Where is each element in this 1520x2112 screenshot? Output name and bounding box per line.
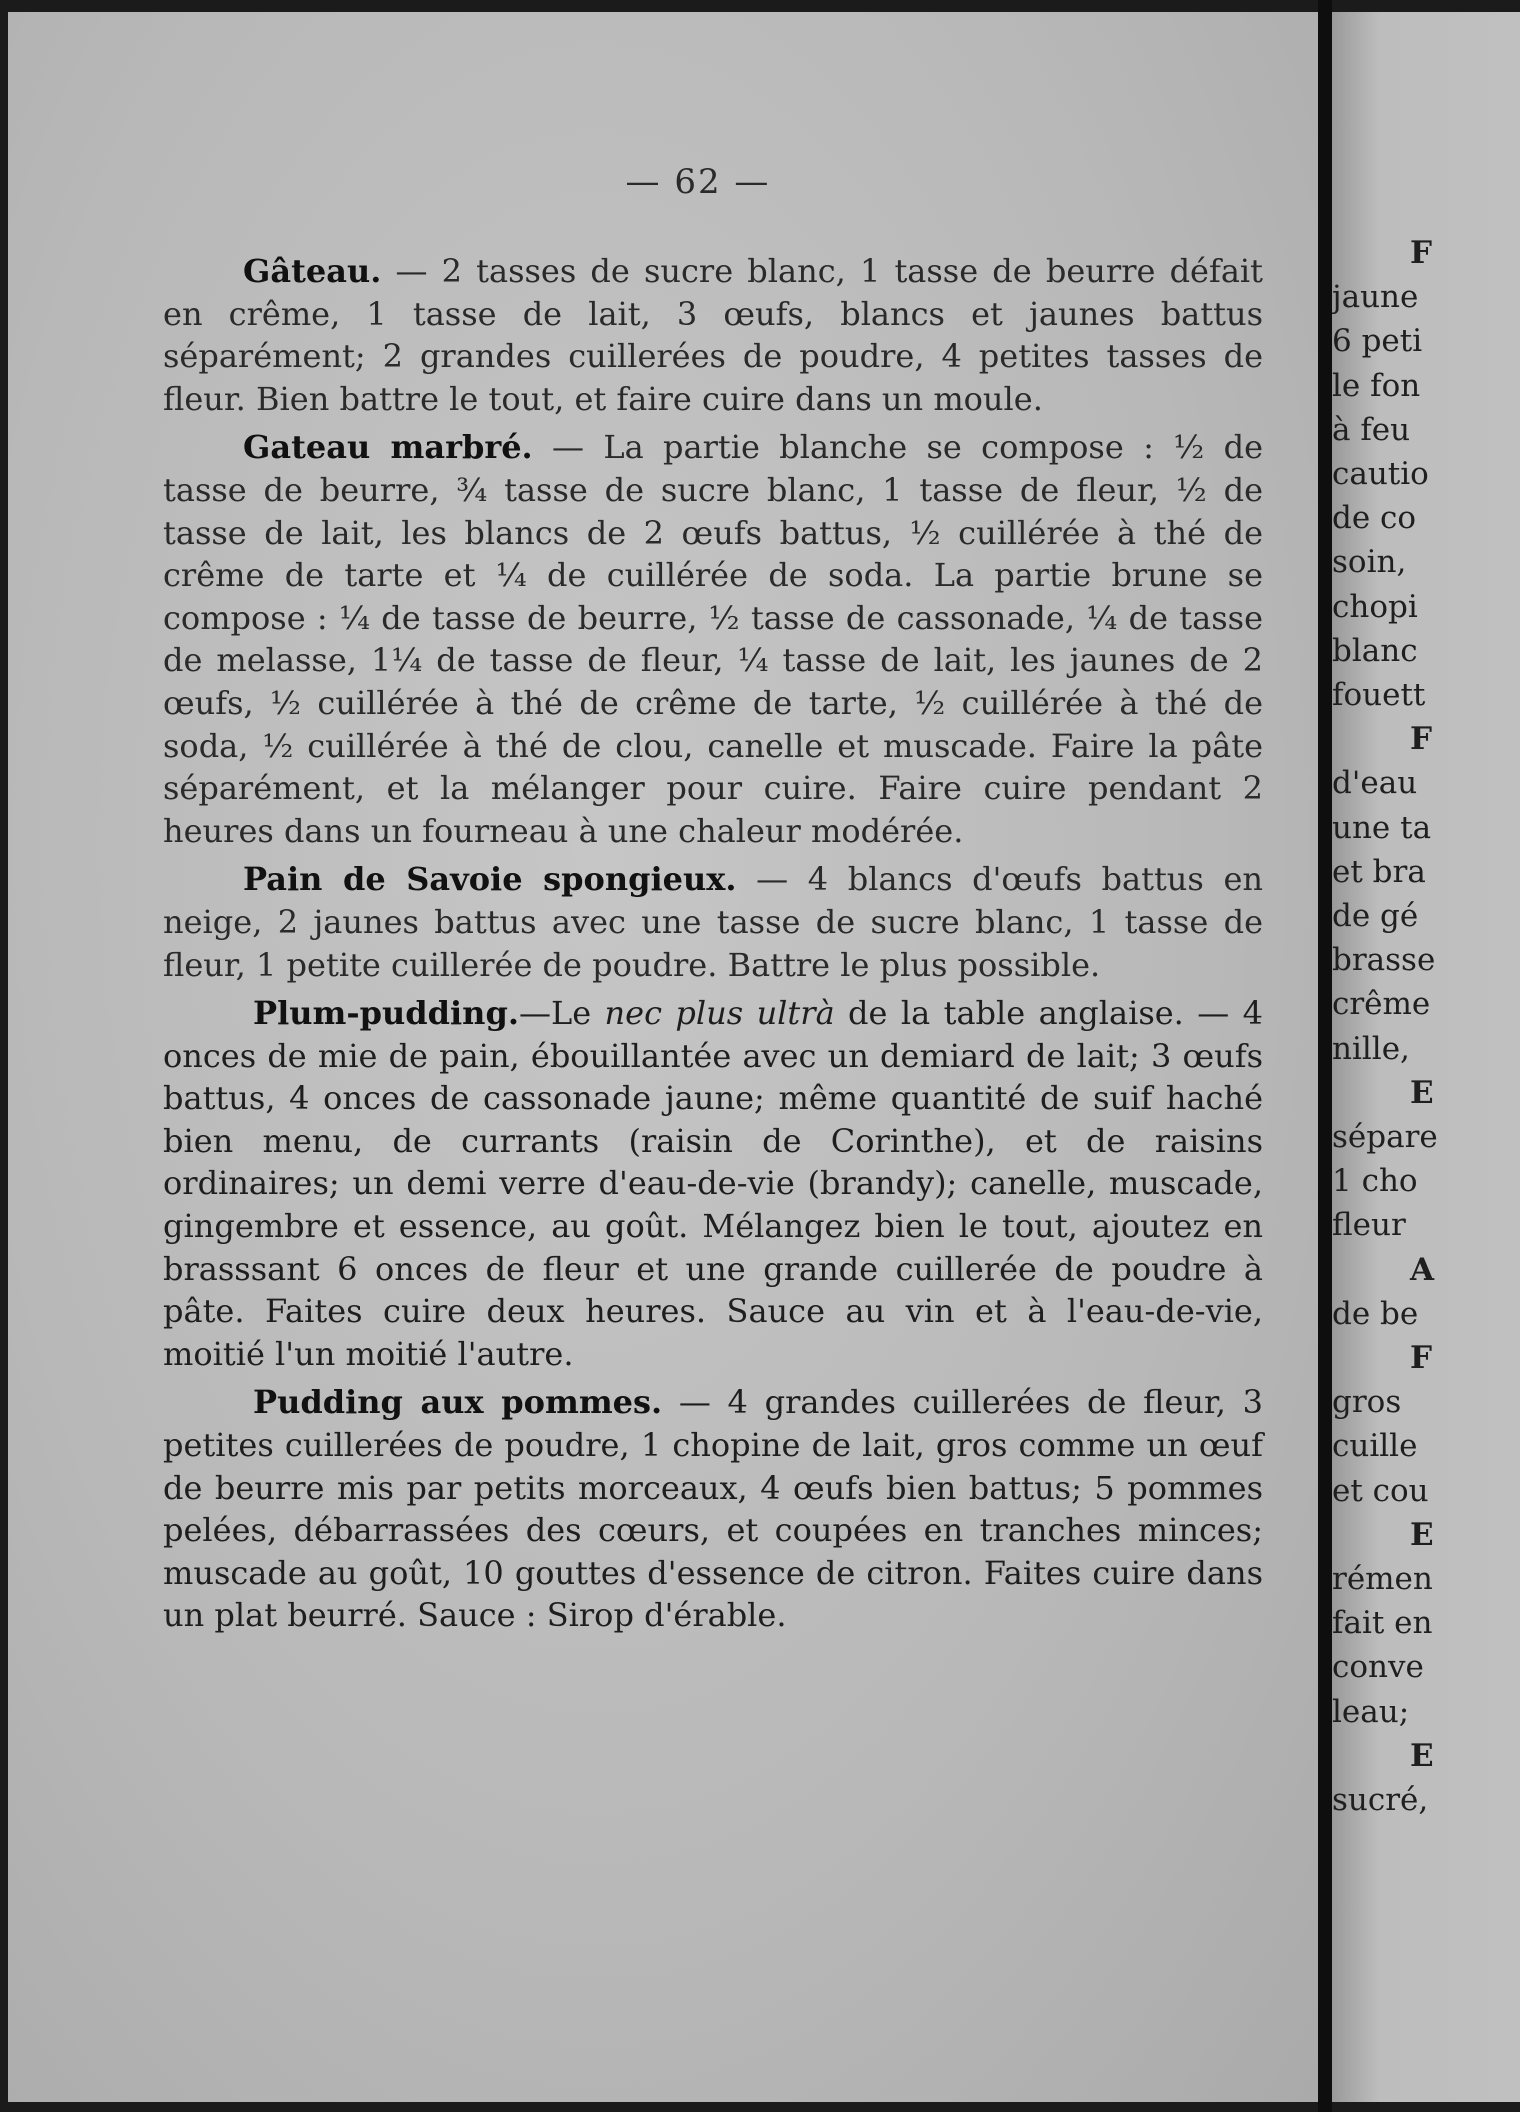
right-page-line: cuille bbox=[1332, 1428, 1418, 1465]
right-page-line: à feu bbox=[1332, 411, 1411, 448]
recipe-pain-de-savoie bbox=[163, 858, 1263, 986]
recipe-body: —Le bbox=[518, 994, 605, 1033]
right-page-line: soin, bbox=[1332, 544, 1407, 581]
right-page-line: F bbox=[1410, 721, 1433, 758]
right-page-line: F bbox=[1410, 1340, 1433, 1376]
recipe-title: Pudding aux pommes. bbox=[253, 1383, 663, 1422]
right-page-line: sépare bbox=[1332, 1119, 1438, 1155]
page-gutter bbox=[1318, 0, 1332, 2112]
right-page-line: jaune bbox=[1332, 279, 1419, 316]
right-page-line: de gé bbox=[1332, 898, 1419, 934]
recipe-body: — La partie blanche se compose : ½ de tasse de beurre, ¾ tasse de sucre blanc, 1 tasse de fleur, ½ de tasse de lait, les blancs de 2 œufs battus, ½ cuillérée à thé de crême de tarte et ¼ de cuillérée de soda. La partie brune se compose : ¼ de tasse de beurre, ½ tasse de cassonade, ¼ de tasse de melasse, 1¼ de tasse de fleur, ¼ tasse de lait, les jaunes de 2 œufs, ½ cuillérée à thé de crême de tarte, ½ cuillérée à thé de soda, ½ cuillérée à thé de clou, canelle et muscade. Faire la pâte séparément, et la mélanger pour cuire. Faire cuire pendant 2 heures dans un fourneau à une chaleur modérée. bbox=[163, 428, 1264, 850]
right-page-line: et bra bbox=[1332, 853, 1426, 890]
right-page-line: E bbox=[1410, 1074, 1434, 1111]
recipe-gateau bbox=[163, 250, 1263, 420]
right-page-line: fleur bbox=[1332, 1207, 1406, 1244]
right-page-line: sucré, bbox=[1332, 1782, 1429, 1818]
recipe-body: — 2 tasses de sucre blanc, 1 tasse de beurre défait en crême, 1 tasse de lait, 3 œufs, blancs et jaunes battus séparément; 2 grandes cuillerées de poudre, 4 petites tasses de fleur. Bien battre le tout, et faire cuire dans un moule. bbox=[163, 252, 1263, 418]
right-page-line: E bbox=[1410, 1516, 1434, 1553]
recipe-title: Gâteau. bbox=[243, 252, 382, 290]
right-page-line: conve bbox=[1332, 1649, 1424, 1686]
right-page-line: de be bbox=[1332, 1295, 1419, 1332]
right-page-line: une ta bbox=[1332, 809, 1432, 846]
right-page-line: blanc bbox=[1332, 632, 1418, 669]
right-page-line: E bbox=[1410, 1737, 1434, 1774]
right-page-line: d'eau bbox=[1332, 765, 1418, 802]
right-page-line: 6 peti bbox=[1332, 323, 1423, 360]
right-page-line: 1 cho bbox=[1332, 1163, 1418, 1200]
right-page-fragment bbox=[1332, 12, 1520, 2102]
recipe-emphasis: nec plus ultrà bbox=[604, 994, 835, 1033]
recipe-body: — 4 grandes cuillerées de fleur, 3 petites cuillerées de poudre, 1 chopine de lait, gros comme un œuf de beurre mis par petits morceaux, 4 œufs bien battus; 5 pommes pelées, débarrassées des cœurs, et coupées en tranches minces; muscade au goût, 10 gouttes d'essence de citron. Faites cuire dans un plat beurré. Sauce : Sirop d'érable. bbox=[163, 1383, 1264, 1635]
right-page-line: le fon bbox=[1332, 367, 1421, 404]
recipe-list bbox=[163, 250, 1263, 1643]
right-page-line: chopi bbox=[1332, 588, 1418, 625]
right-page-line: leau; bbox=[1332, 1693, 1410, 1730]
right-page-line: nille, bbox=[1332, 1030, 1410, 1067]
right-page-line: et cou bbox=[1332, 1472, 1429, 1509]
recipe-body: — 4 blancs d'œufs battus en neige, 2 jaunes battus avec une tasse de sucre blanc, 1 tasse de fleur, 1 petite cuillerée de poudre. Battre le plus possible. bbox=[163, 860, 1264, 984]
right-page-line: cautio bbox=[1332, 456, 1429, 492]
recipe-gateau-marbre bbox=[163, 426, 1263, 852]
recipe-title: Gateau marbré. bbox=[243, 428, 533, 467]
recipe-body: de la table anglaise. — 4 onces de mie de pain, ébouillantée avec un demiard de lait; 3 œufs battus, 4 onces de cassonade jaune; même quantité de suif haché bien menu, de currants (raisin de Corinthe), et de raisins ordinaires; un demi verre d'eau-de-vie (brandy); canelle, muscade, gingembre et essence, au goût. Mélangez bien le tout, ajoutez en brasssant 6 onces de fleur et une grande cuillerée de poudre à pâte. Faites cuire deux heures. Sauce au vin et à l'eau-de-vie, moitié l'un moitié l'autre. bbox=[163, 994, 1264, 1373]
recipe-title: Plum-pudding. bbox=[253, 994, 519, 1033]
right-page-line: gros bbox=[1332, 1384, 1402, 1421]
right-page-line: fouett bbox=[1332, 677, 1426, 713]
right-page-line: de co bbox=[1332, 500, 1417, 537]
page-number: — 62 — bbox=[625, 162, 771, 202]
right-page-line: crême bbox=[1332, 986, 1431, 1023]
recipe-pudding-aux-pommes bbox=[163, 1381, 1263, 1637]
right-page-line: F bbox=[1410, 235, 1433, 271]
right-page-line: brasse bbox=[1332, 942, 1436, 979]
recipe-plum-pudding bbox=[163, 992, 1263, 1375]
right-page-line: A bbox=[1410, 1251, 1435, 1288]
right-page-line: fait en bbox=[1332, 1605, 1433, 1642]
right-page-line: rémen bbox=[1332, 1561, 1433, 1597]
recipe-title: Pain de Savoie spongieux. bbox=[243, 860, 737, 899]
left-page bbox=[8, 12, 1318, 2102]
